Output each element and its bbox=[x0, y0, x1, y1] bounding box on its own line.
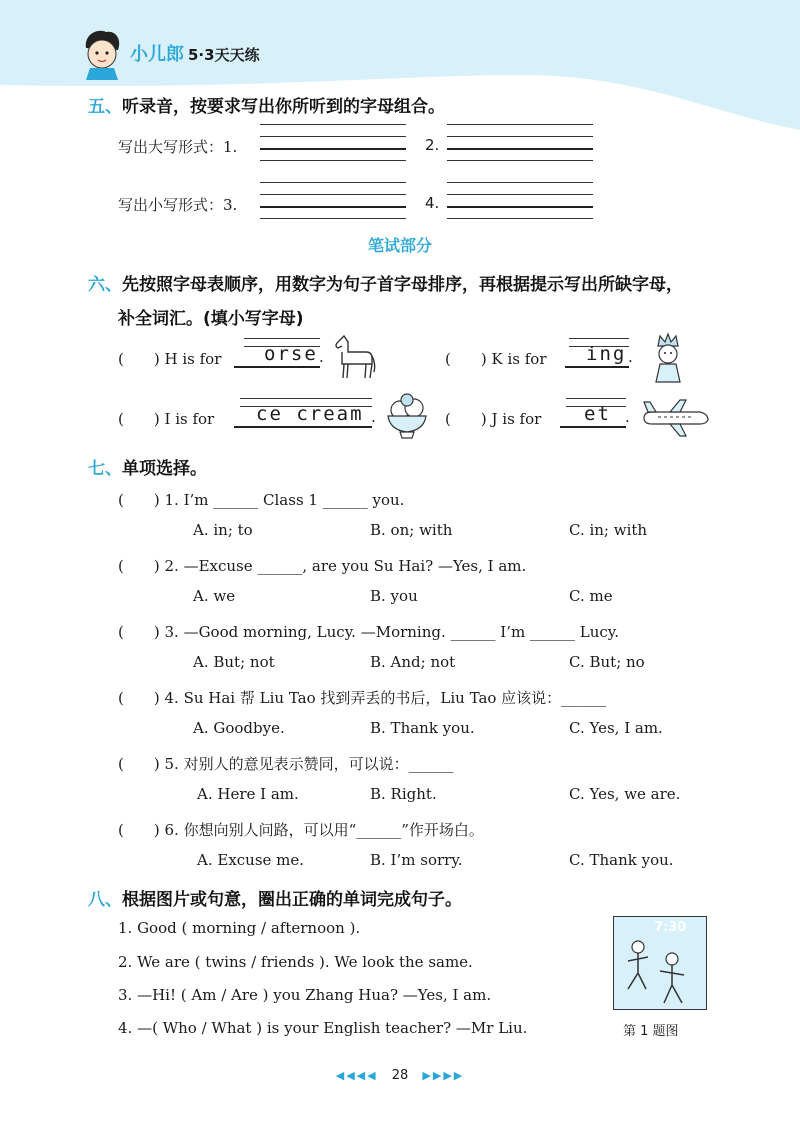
item-j bbox=[445, 408, 541, 429]
section-8-title: 根据图片或句意，圈出正确的单词完成句子。 bbox=[122, 890, 462, 910]
upper-label: 写出大写形式：1. bbox=[118, 138, 238, 156]
item-j-end: . bbox=[625, 408, 630, 426]
question-text: 4. Su Hai 帮 Liu Tao 找到弄丢的书后，Liu Tao 应该说：______ bbox=[164, 689, 607, 707]
word-king-fill: ing bbox=[586, 343, 627, 365]
question-row bbox=[118, 555, 526, 576]
option-c[interactable]: C. Yes, we are. bbox=[569, 785, 681, 803]
section-7-heading bbox=[88, 454, 207, 479]
question-row bbox=[118, 753, 454, 774]
picture-frame bbox=[613, 916, 707, 1010]
question-text: 1. I’m ______ Class 1 ______ you. bbox=[164, 491, 405, 509]
boy-mascot-icon bbox=[80, 28, 124, 80]
brand-name: 小儿郎 bbox=[130, 44, 184, 65]
item-h bbox=[118, 348, 221, 369]
answer-paren[interactable]: ( ) bbox=[118, 689, 160, 707]
option-b[interactable]: B. I’m sorry. bbox=[370, 851, 463, 869]
section-7-number: 七、 bbox=[88, 459, 122, 479]
option-c[interactable]: C. Yes, I am. bbox=[569, 719, 663, 737]
written-part-title: 笔试部分 bbox=[367, 236, 432, 255]
item-h-text: H is for bbox=[164, 350, 222, 368]
option-b[interactable]: B. Right. bbox=[370, 785, 437, 803]
airplane-icon bbox=[640, 398, 710, 438]
word-jet-fill: et bbox=[584, 403, 611, 425]
option-c[interactable]: C. But; no bbox=[569, 653, 645, 671]
exercising-people-icon bbox=[614, 935, 706, 1009]
lower-num-4: 4. bbox=[425, 194, 440, 212]
brand-logo bbox=[130, 40, 260, 66]
option-c[interactable]: C. in; with bbox=[569, 521, 648, 539]
king-icon bbox=[650, 332, 686, 384]
option-a[interactable]: A. But; not bbox=[193, 653, 275, 671]
answer-paren[interactable]: ( ) bbox=[118, 557, 160, 575]
item-h-end: . bbox=[319, 348, 324, 366]
answer-paren[interactable]: ( ) bbox=[118, 755, 160, 773]
question-text: 5. 对别人的意见表示赞同，可以说：______ bbox=[164, 755, 454, 773]
word-horse-fill: orse bbox=[264, 343, 318, 365]
option-a[interactable]: A. we bbox=[193, 587, 236, 605]
option-a[interactable]: A. Here I am. bbox=[197, 785, 299, 803]
answer-paren[interactable]: ( ) bbox=[118, 410, 160, 428]
option-c[interactable]: C. me bbox=[569, 587, 613, 605]
option-a[interactable]: A. Goodbye. bbox=[193, 719, 285, 737]
item-i bbox=[118, 408, 214, 429]
page-number: 28 bbox=[391, 1068, 409, 1083]
section-6-heading bbox=[88, 270, 683, 295]
answer-paren[interactable]: ( ) bbox=[445, 410, 487, 428]
section-8-number: 八、 bbox=[88, 890, 122, 910]
option-c[interactable]: C. Thank you. bbox=[569, 851, 674, 869]
section-6-title-2: 补全词汇。(填小写字母) bbox=[118, 309, 304, 329]
item-i-end: . bbox=[371, 408, 376, 426]
picture-caption: 第 1 题图 bbox=[623, 1024, 679, 1039]
answer-paren[interactable]: ( ) bbox=[118, 623, 160, 641]
question-row bbox=[118, 621, 619, 642]
option-a[interactable]: A. Excuse me. bbox=[197, 851, 305, 869]
circle-sentence-3[interactable]: 3. —Hi! ( Am / Are ) you Zhang Hua? —Yes, I am. bbox=[118, 986, 492, 1004]
section-5-number: 五、 bbox=[88, 97, 122, 117]
item-i-text: I is for bbox=[164, 410, 215, 428]
series-name: 5·3天天练 bbox=[188, 46, 260, 64]
question-text: 3. —Good morning, Lucy. —Morning. ______ I’m ______ Lucy. bbox=[164, 623, 620, 641]
circle-sentence-2[interactable]: 2. We are ( twins / friends ). We look the same. bbox=[118, 953, 473, 971]
page-footer bbox=[0, 1068, 800, 1083]
question-text: 2. —Excuse ______, are you Su Hai? —Yes, I am. bbox=[164, 557, 527, 575]
section-8-heading bbox=[88, 885, 462, 910]
section-5-heading bbox=[88, 92, 445, 117]
question-row bbox=[118, 489, 404, 510]
question-text: 6. 你想向别人问路，可以用“______”作开场白。 bbox=[164, 821, 484, 839]
circle-sentence-1[interactable]: 1. Good ( morning / afternoon ). bbox=[118, 919, 361, 937]
horse-icon bbox=[332, 334, 376, 380]
next-arrows-icon: ▶▶▶▶ bbox=[422, 1069, 465, 1082]
option-b[interactable]: B. on; with bbox=[370, 521, 453, 539]
option-b[interactable]: B. And; not bbox=[370, 653, 456, 671]
option-a[interactable]: A. in; to bbox=[193, 521, 253, 539]
item-j-text: J is for bbox=[491, 410, 542, 428]
clock-time: 7:30 bbox=[654, 920, 687, 935]
section-6-title: 先按照字母表顺序，用数字为句子首字母排序，再根据提示写出所缺字母， bbox=[122, 275, 683, 295]
section-6-number: 六、 bbox=[88, 275, 122, 295]
answer-paren[interactable]: ( ) bbox=[445, 350, 487, 368]
upper-num-2: 2. bbox=[425, 136, 440, 154]
item-k bbox=[445, 348, 547, 369]
question-row bbox=[118, 687, 606, 708]
question-row bbox=[118, 819, 484, 840]
circle-sentence-4[interactable]: 4. —( Who / What ) is your English teacher? —Mr Liu. bbox=[118, 1019, 528, 1037]
option-b[interactable]: B. Thank you. bbox=[370, 719, 475, 737]
option-b[interactable]: B. you bbox=[370, 587, 418, 605]
ice-cream-icon bbox=[384, 392, 430, 440]
lower-label: 写出小写形式：3. bbox=[118, 196, 238, 214]
section-5-title: 听录音，按要求写出你所听到的字母组合。 bbox=[122, 97, 445, 117]
item-k-text: K is for bbox=[491, 350, 547, 368]
answer-paren[interactable]: ( ) bbox=[118, 491, 160, 509]
section-7-title: 单项选择。 bbox=[122, 459, 207, 479]
item-k-end: . bbox=[628, 348, 633, 366]
word-ice-cream-fill: ce cream bbox=[256, 403, 364, 425]
answer-paren[interactable]: ( ) bbox=[118, 350, 160, 368]
prev-arrows-icon: ◀◀◀◀ bbox=[335, 1069, 378, 1082]
answer-paren[interactable]: ( ) bbox=[118, 821, 160, 839]
